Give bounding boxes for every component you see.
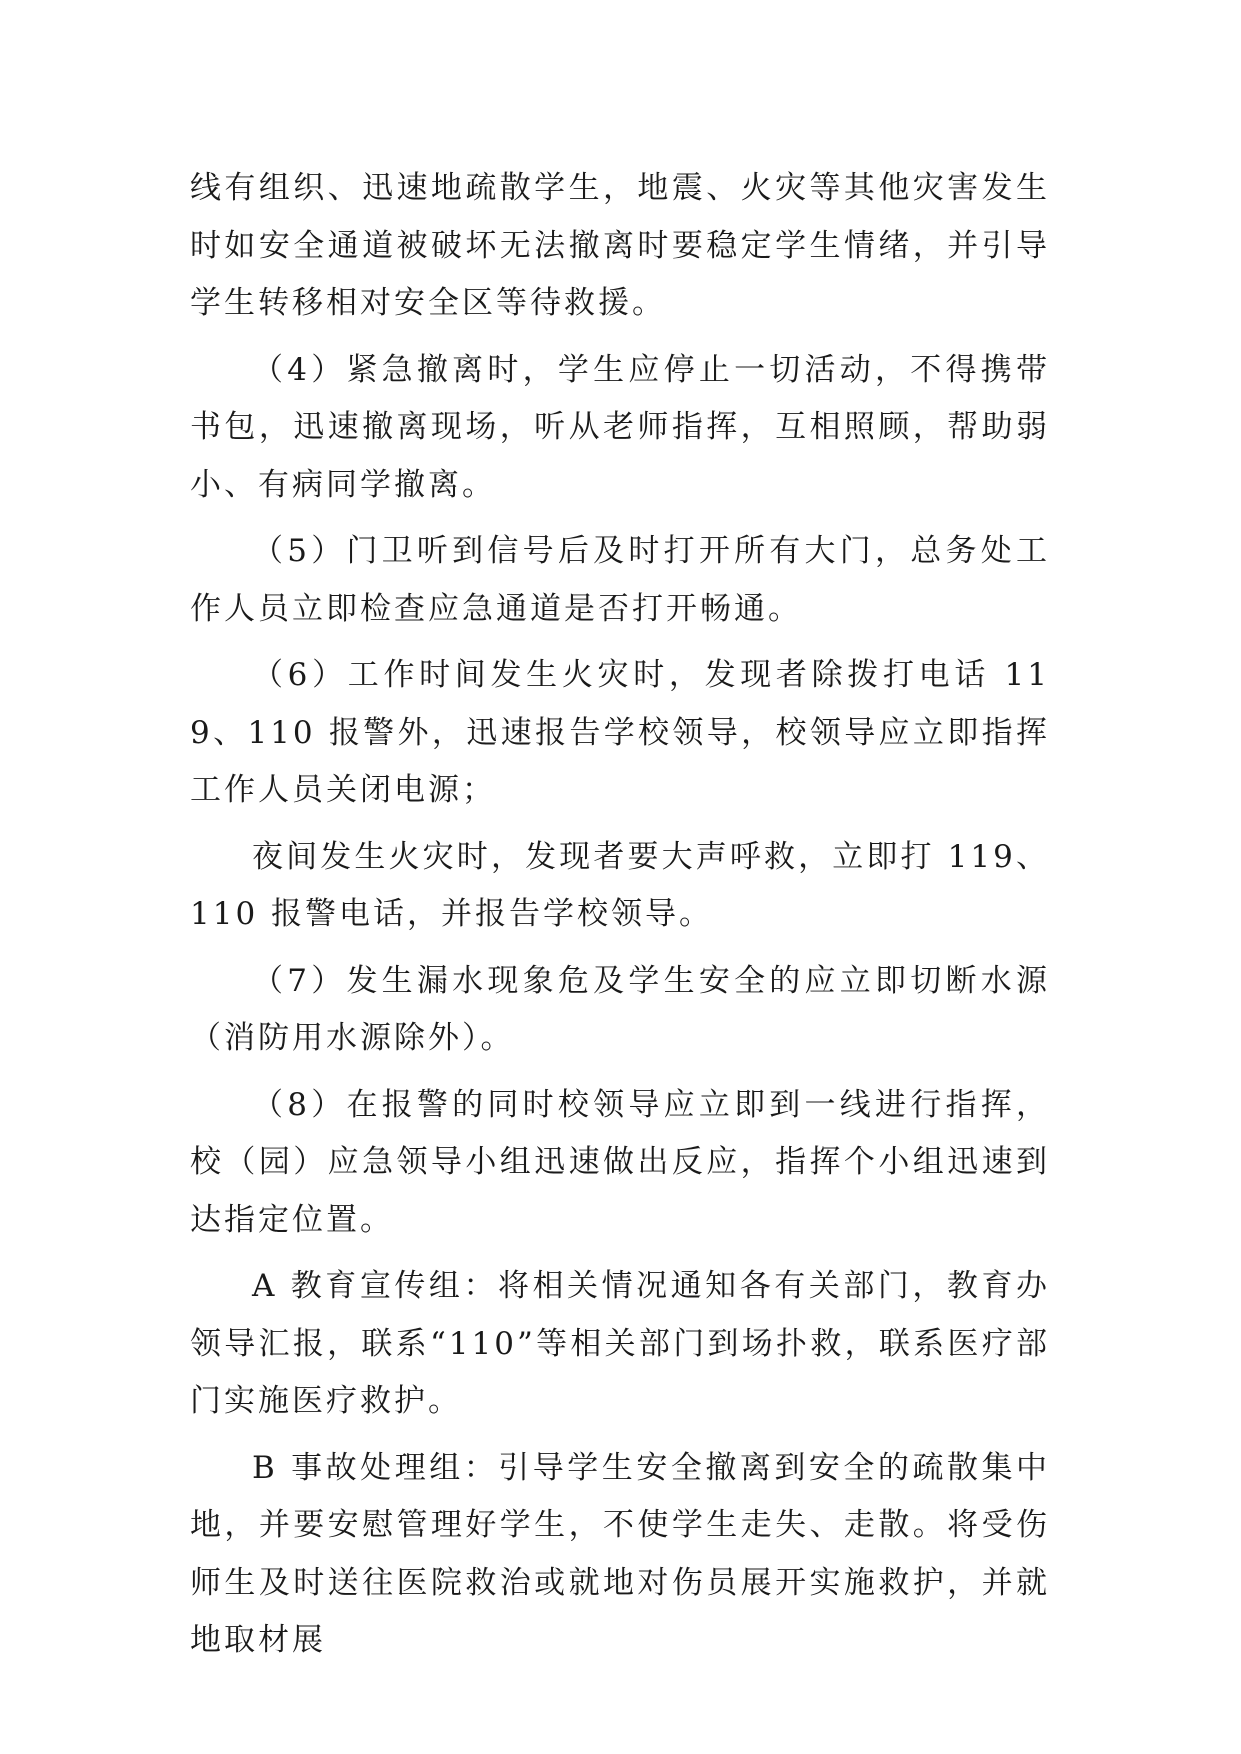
paragraph: A 教育宣传组：将相关情况通知各有关部门，教育办领导汇报，联系“110”等相关部门到场扑救，联系医疗部门实施医疗救护。 [190, 1268, 1050, 1419]
document-body [190, 160, 1050, 1679]
paragraph: （4）紧急撤离时，学生应停止一切活动，不得携带书包，迅速撤离现场，听从老师指挥，互相照顾，帮助弱小、有病同学撤离。 [190, 351, 1050, 503]
paragraph: （5）门卫听到信号后及时打开所有大门，总务处工作人员立即检查应急通道是否打开畅通。 [190, 533, 1050, 627]
paragraph: B 事故处理组：引导学生安全撤离到安全的疏散集中地，并要安慰管理好学生，不使学生走失、走散。将受伤师生及时送往医院救治或就地对伤员展开实施救护，并就地取材展 [190, 1449, 1050, 1658]
paragraph: （7）发生漏水现象危及学生安全的应立即切断水源（消防用水源除外）。 [190, 962, 1050, 1056]
paragraph: （8）在报警的同时校领导应立即到一线进行指挥，校（园）应急领导小组迅速做出反应，指挥个小组迅速到达指定位置。 [190, 1086, 1050, 1238]
paragraph: 线有组织、迅速地疏散学生，地震、火灾等其他灾害发生时如安全通道被破坏无法撤离时要稳定学生情绪，并引导学生转移相对安全区等待救援。 [190, 170, 1050, 321]
paragraph: （6）工作时间发生火灾时，发现者除拨打电话 119、110 报警外，迅速报告学校领导，校领导应立即指挥工作人员关闭电源； [190, 657, 1050, 808]
paragraph: 夜间发生火灾时，发现者要大声呼救，立即打 119、110 报警电话，并报告学校领导。 [190, 838, 1050, 932]
